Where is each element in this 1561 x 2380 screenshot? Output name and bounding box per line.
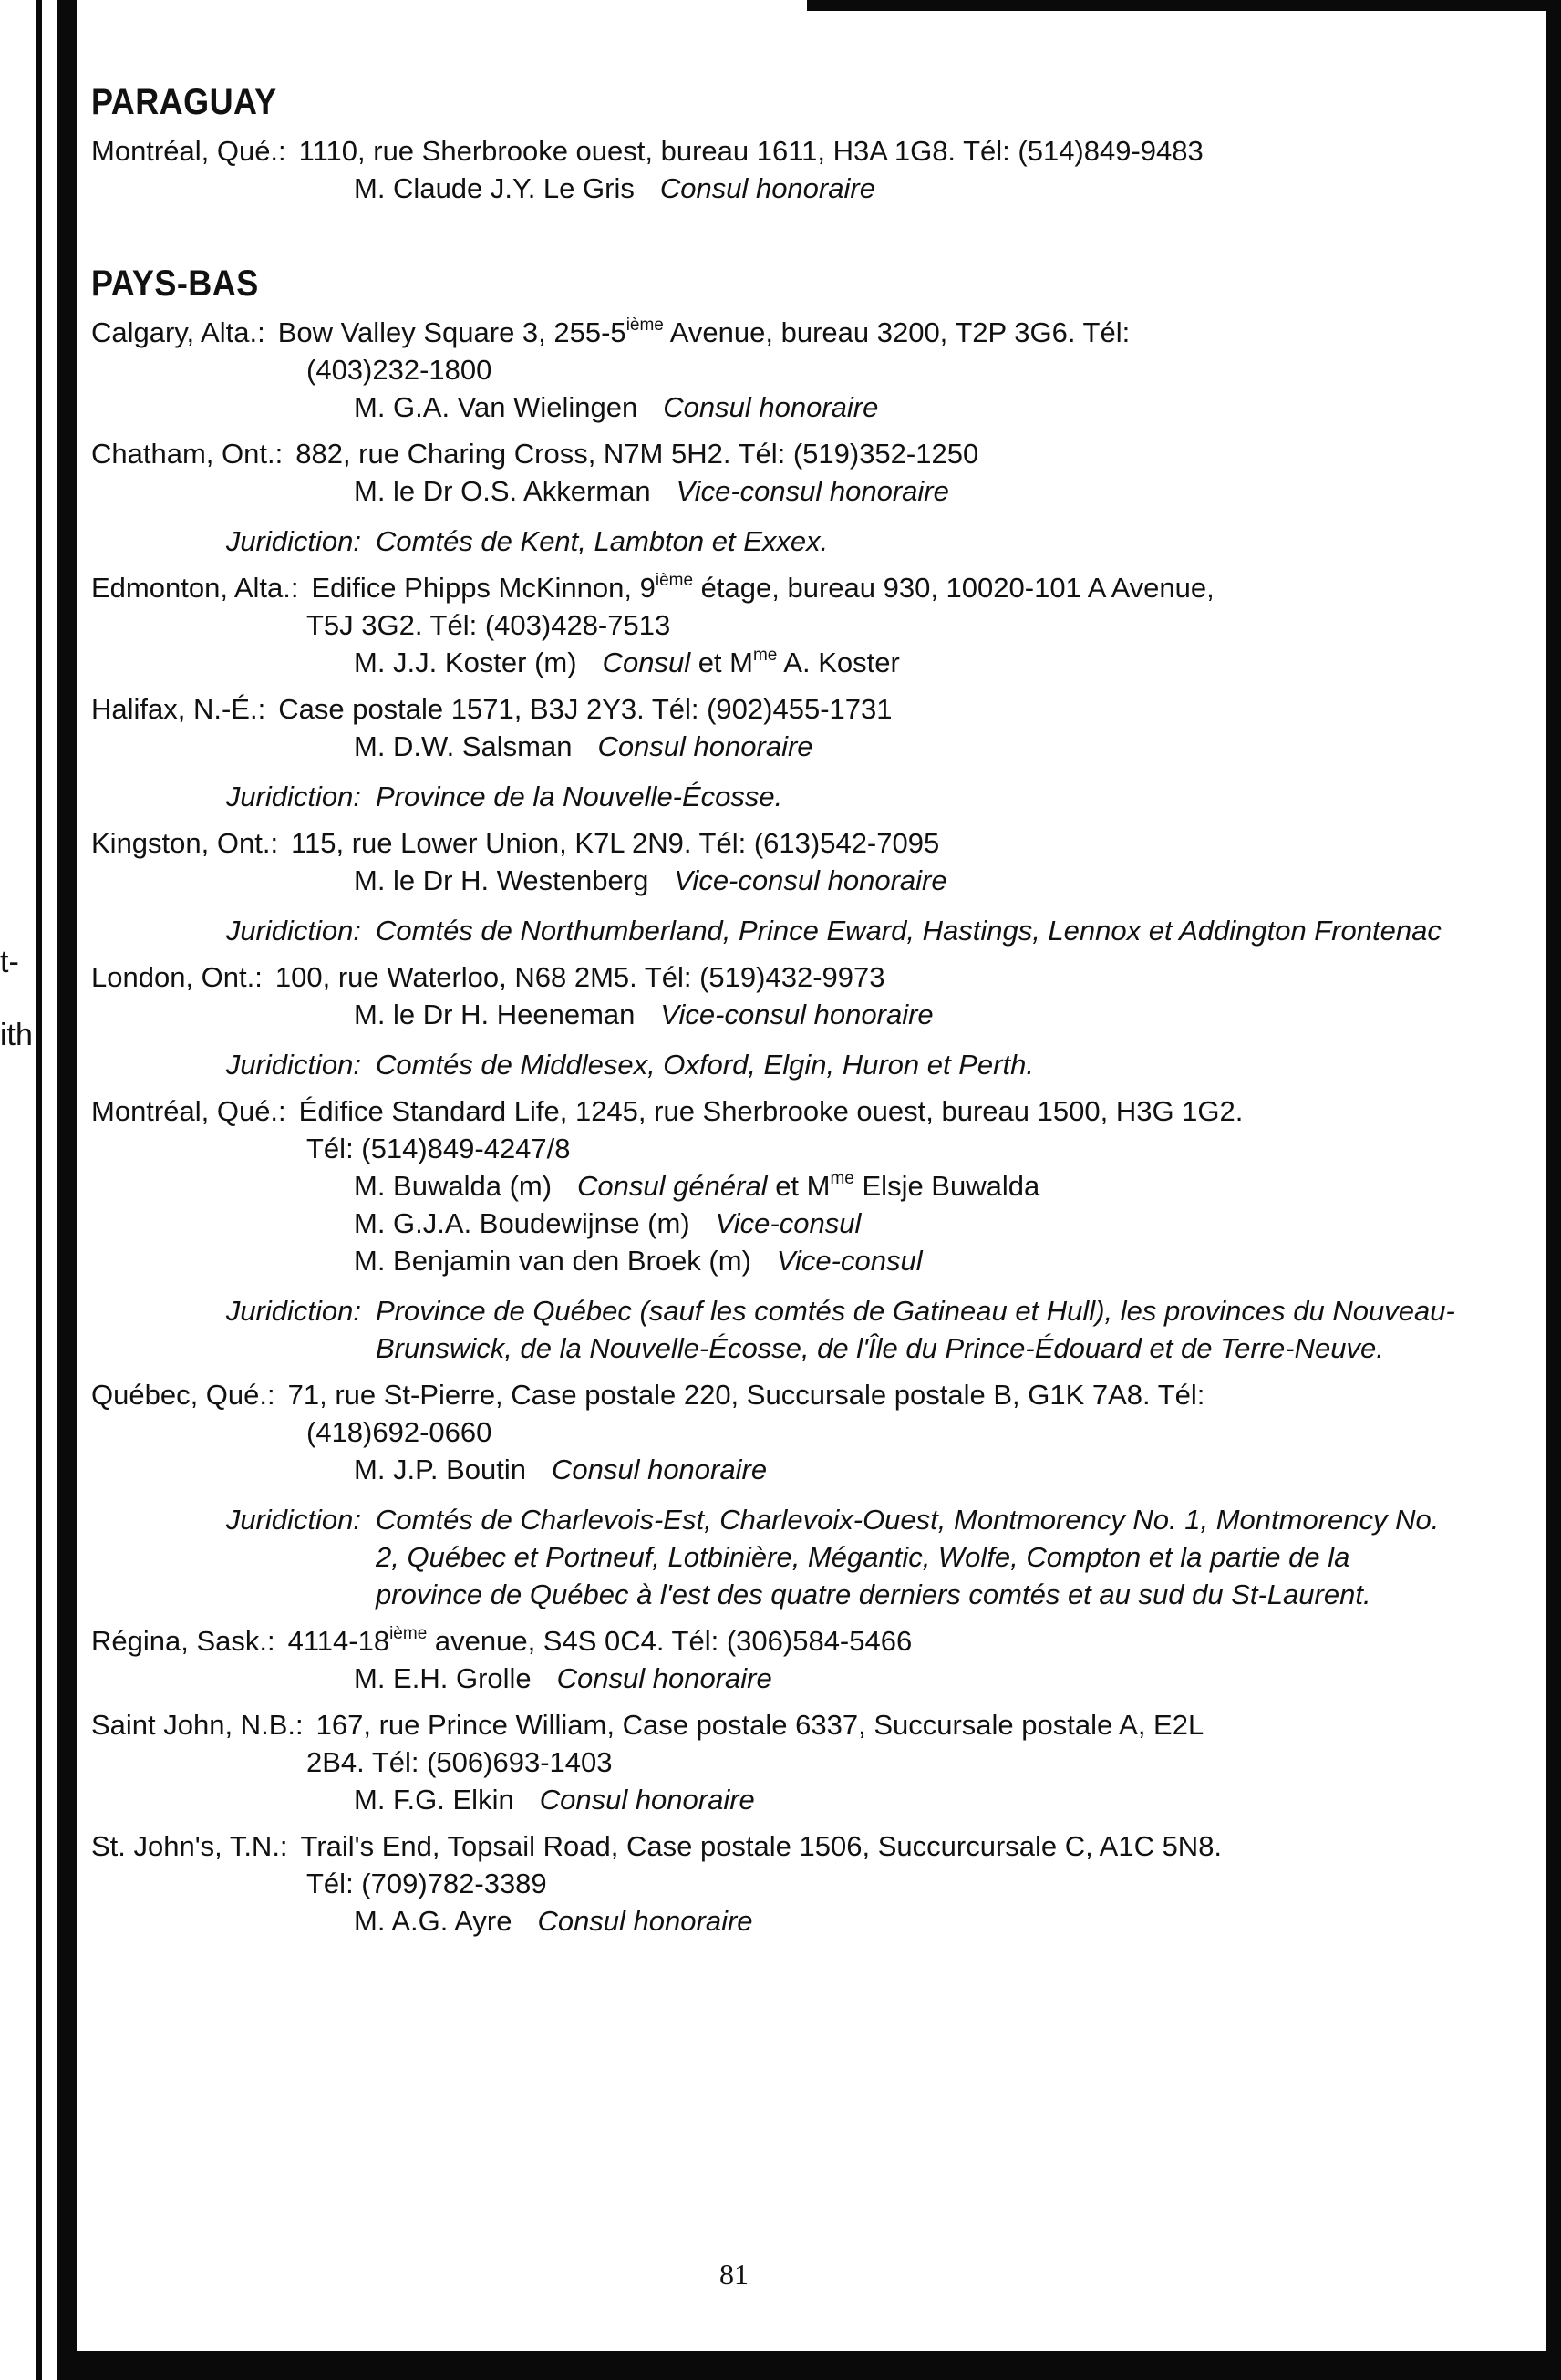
consul-person bbox=[91, 1781, 1514, 1818]
address-superscript: ième bbox=[389, 1623, 428, 1643]
person-name: M. Claude J.Y. Le Gris bbox=[354, 172, 635, 204]
jurisdiction-block bbox=[91, 1046, 1514, 1083]
address-line bbox=[91, 690, 1514, 728]
consulate-entry bbox=[91, 132, 1514, 207]
person-name: M. G.A. Van Wielingen bbox=[354, 391, 638, 423]
country-heading: PARAGUAY bbox=[91, 82, 277, 122]
person-text: et M bbox=[767, 1170, 831, 1202]
jurisdiction-text: Province de Québec (sauf les comtés de Gatineau et Hull), les provinces du Nouveau-Brunswick, de la Nouvelle-Écosse, de l'Île du Prince-Édouard et de Terre-Neuve. bbox=[376, 1295, 1455, 1364]
consulate-entry bbox=[91, 824, 1514, 899]
address-text bbox=[311, 572, 1214, 604]
person-title: Vice-consul bbox=[715, 1207, 862, 1239]
person-name: M. A.G. Ayre bbox=[354, 1905, 512, 1937]
address-text bbox=[299, 1095, 1244, 1127]
address-text bbox=[288, 1625, 913, 1657]
jurisdiction-label: Juridiction: bbox=[225, 1049, 361, 1081]
consulate-entry bbox=[91, 690, 1514, 765]
person-name: M. Buwalda (m) bbox=[354, 1170, 553, 1202]
city-label: Edmonton, Alta.: bbox=[91, 572, 299, 604]
country-heading: PAYS-BAS bbox=[91, 264, 259, 304]
address-line bbox=[91, 1376, 1514, 1413]
person-title: Vice-consul honoraire bbox=[674, 864, 947, 896]
address-superscript: ième bbox=[655, 570, 694, 590]
directory-content bbox=[91, 82, 1514, 1940]
person-title: Consul général bbox=[577, 1170, 768, 1202]
jurisdiction-label: Juridiction: bbox=[225, 1504, 361, 1536]
consul-person bbox=[91, 1660, 1514, 1697]
city-label: Kingston, Ont.: bbox=[91, 827, 279, 859]
jurisdiction-text: Comtés de Kent, Lambton et Exxex. bbox=[376, 525, 829, 557]
address-line bbox=[91, 569, 1514, 606]
margin-fragment: ith bbox=[0, 1018, 33, 1052]
jurisdiction-text: Comtés de Middlesex, Oxford, Elgin, Huron et Perth. bbox=[376, 1049, 1034, 1081]
address-part: Avenue, bureau 3200, T2P 3G6. Tél: bbox=[663, 316, 1131, 348]
address-part: 100, rue Waterloo, N68 2M5. Tél: (519)432-9973 bbox=[274, 961, 885, 993]
address-line bbox=[91, 958, 1514, 996]
address-text bbox=[295, 438, 978, 470]
address-part: 882, rue Charing Cross, N7M 5H2. Tél: (519)352-1250 bbox=[295, 438, 979, 470]
address-line bbox=[91, 132, 1514, 170]
address-continuation: 2B4. Tél: (506)693-1403 bbox=[306, 1746, 613, 1778]
consulate-entry bbox=[91, 1622, 1514, 1697]
address-continuation: Tél: (709)782-3389 bbox=[306, 1868, 547, 1899]
scan-edge-right bbox=[1546, 0, 1561, 2380]
address-continuation: Tél: (514)849-4247/8 bbox=[306, 1133, 571, 1164]
address-part: Case postale 1571, B3J 2Y3. Tél: (902)455-1731 bbox=[278, 693, 893, 725]
consulate-entry bbox=[91, 1376, 1514, 1488]
person-text: et M bbox=[690, 647, 753, 678]
address-line bbox=[91, 1827, 1514, 1865]
address-text bbox=[299, 135, 1204, 167]
person-title: Consul honoraire bbox=[537, 1905, 753, 1937]
person-name: M. le Dr H. Heeneman bbox=[354, 999, 636, 1030]
address-line bbox=[91, 1706, 1514, 1744]
person-title: Vice-consul bbox=[776, 1245, 923, 1277]
address-continuation: (418)692-0660 bbox=[306, 1416, 492, 1448]
person-name: M. D.W. Salsman bbox=[354, 730, 573, 762]
address-text bbox=[275, 961, 885, 993]
consul-person bbox=[91, 1451, 1514, 1488]
address-text bbox=[291, 827, 939, 859]
consul-person bbox=[91, 728, 1514, 765]
address-text bbox=[301, 1830, 1223, 1862]
jurisdiction-text: Comtés de Northumberland, Prince Eward, Hastings, Lennox et Addington Frontenac bbox=[376, 915, 1442, 947]
scan-edge-left bbox=[57, 0, 77, 2380]
consul-person bbox=[91, 1902, 1514, 1940]
consul-person bbox=[91, 644, 1514, 681]
person-name: M. le Dr O.S. Akkerman bbox=[354, 475, 651, 507]
jurisdiction-block bbox=[91, 1292, 1514, 1367]
address-part: 71, rue St-Pierre, Case postale 220, Succursale postale B, G1K 7A8. Tél: bbox=[287, 1379, 1205, 1411]
person-title: Vice-consul honoraire bbox=[676, 475, 949, 507]
city-label: Chatham, Ont.: bbox=[91, 438, 284, 470]
person-title: Consul honoraire bbox=[551, 1454, 768, 1485]
city-label: Calgary, Alta.: bbox=[91, 316, 265, 348]
address-line bbox=[91, 1622, 1514, 1660]
consul-person bbox=[91, 1242, 1514, 1279]
person-name: M. E.H. Grolle bbox=[354, 1662, 532, 1694]
person-title: Consul honoraire bbox=[556, 1662, 772, 1694]
consul-person bbox=[91, 472, 1514, 510]
jurisdiction-block bbox=[91, 1501, 1514, 1613]
address-part: avenue, S4S 0C4. Tél: (306)584-5466 bbox=[427, 1625, 913, 1657]
city-label: London, Ont.: bbox=[91, 961, 263, 993]
person-superscript: me bbox=[830, 1168, 854, 1188]
person-title: Vice-consul honoraire bbox=[660, 999, 934, 1030]
address-line bbox=[91, 824, 1514, 862]
consul-person bbox=[91, 996, 1514, 1033]
address-part: Édifice Standard Life, 1245, rue Sherbrooke ouest, bureau 1500, H3G 1G2. bbox=[298, 1095, 1244, 1127]
address-part: Bow Valley Square 3, 255-5 bbox=[277, 316, 626, 348]
person-superscript: me bbox=[752, 645, 778, 665]
address-part: étage, bureau 930, 10020-101 A Avenue, bbox=[693, 572, 1215, 604]
person-title: Consul bbox=[602, 647, 691, 678]
person-name: M. J.P. Boutin bbox=[354, 1454, 526, 1485]
address-part: Trail's End, Topsail Road, Case postale 1506, Succurcursale C, A1C 5N8. bbox=[300, 1830, 1223, 1862]
city-label: Régina, Sask.: bbox=[91, 1625, 275, 1657]
address-part: 167, rue Prince William, Case postale 6337, Succursale postale A, E2L bbox=[315, 1709, 1204, 1741]
person-title: Consul honoraire bbox=[659, 172, 875, 204]
address-line bbox=[91, 1092, 1514, 1130]
person-name: M. J.J. Koster (m) bbox=[354, 647, 577, 678]
jurisdiction-text: Comtés de Charlevois-Est, Charlevoix-Ouest, Montmorency No. 1, Montmorency No. 2, Québec et Portneuf, Lotbinière, Mégantic, Wolfe, Compton et la partie de la province de Québec à l'est des quatre derniers comtés et au sud du St-Laurent. bbox=[376, 1504, 1440, 1610]
address-line bbox=[91, 435, 1514, 472]
consulate-entry bbox=[91, 435, 1514, 510]
address-part: 115, rue Lower Union, K7L 2N9. Tél: (613)542-7095 bbox=[291, 827, 940, 859]
person-name: M. le Dr H. Westenberg bbox=[354, 864, 649, 896]
address-superscript: ième bbox=[625, 315, 664, 335]
jurisdiction-label: Juridiction: bbox=[225, 915, 361, 947]
jurisdiction-block bbox=[91, 912, 1514, 949]
scan-edge-bottom bbox=[57, 2351, 1561, 2380]
address-continuation: (403)232-1800 bbox=[306, 354, 492, 386]
consulate-entry bbox=[91, 314, 1514, 426]
person-text: Elsje Buwalda bbox=[853, 1170, 1040, 1202]
address-text bbox=[278, 693, 892, 725]
jurisdiction-block bbox=[91, 778, 1514, 815]
consul-person bbox=[91, 862, 1514, 899]
person-name: M. F.G. Elkin bbox=[354, 1784, 514, 1816]
city-label: St. John's, T.N.: bbox=[91, 1830, 288, 1862]
consul-person bbox=[91, 170, 1514, 207]
address-part: 4114-18 bbox=[287, 1625, 390, 1657]
city-label: Halifax, N.-É.: bbox=[91, 693, 266, 725]
person-name: M. G.J.A. Boudewijnse (m) bbox=[354, 1207, 690, 1239]
consul-person bbox=[91, 388, 1514, 426]
person-title: Consul honoraire bbox=[539, 1784, 755, 1816]
city-label: Saint John, N.B.: bbox=[91, 1709, 304, 1741]
jurisdiction-label: Juridiction: bbox=[225, 1295, 361, 1327]
address-text bbox=[316, 1709, 1204, 1741]
person-name: M. Benjamin van den Broek (m) bbox=[354, 1245, 751, 1277]
consulate-entry bbox=[91, 958, 1514, 1033]
page-number: 81 bbox=[719, 2258, 749, 2291]
consulate-entry bbox=[91, 1827, 1514, 1940]
person-title: Consul honoraire bbox=[663, 391, 879, 423]
consul-person bbox=[91, 1205, 1514, 1242]
city-label: Montréal, Qué.: bbox=[91, 1095, 286, 1127]
consul-person bbox=[91, 1167, 1514, 1205]
person-text: A. Koster bbox=[777, 647, 900, 678]
person-title: Consul honoraire bbox=[597, 730, 813, 762]
scan-edge-left-thin bbox=[36, 0, 42, 2380]
consulate-entry bbox=[91, 569, 1514, 681]
consulate-entry bbox=[91, 1092, 1514, 1279]
jurisdiction-block bbox=[91, 523, 1514, 560]
margin-fragment: t- bbox=[0, 945, 19, 979]
address-continuation: T5J 3G2. Tél: (403)428-7513 bbox=[306, 609, 671, 641]
address-part: 1110, rue Sherbrooke ouest, bureau 1611, H3A 1G8. Tél: (514)849-9483 bbox=[298, 135, 1204, 167]
consulate-entry bbox=[91, 1706, 1514, 1818]
address-text bbox=[288, 1379, 1205, 1411]
city-label: Québec, Qué.: bbox=[91, 1379, 275, 1411]
jurisdiction-label: Juridiction: bbox=[225, 525, 361, 557]
address-line bbox=[91, 314, 1514, 351]
jurisdiction-text: Province de la Nouvelle-Écosse. bbox=[376, 781, 783, 812]
city-label: Montréal, Qué.: bbox=[91, 135, 286, 167]
address-part: Edifice Phipps McKinnon, 9 bbox=[311, 572, 656, 604]
jurisdiction-label: Juridiction: bbox=[225, 781, 361, 812]
address-text bbox=[278, 316, 1131, 348]
scan-edge-top bbox=[807, 0, 1561, 11]
